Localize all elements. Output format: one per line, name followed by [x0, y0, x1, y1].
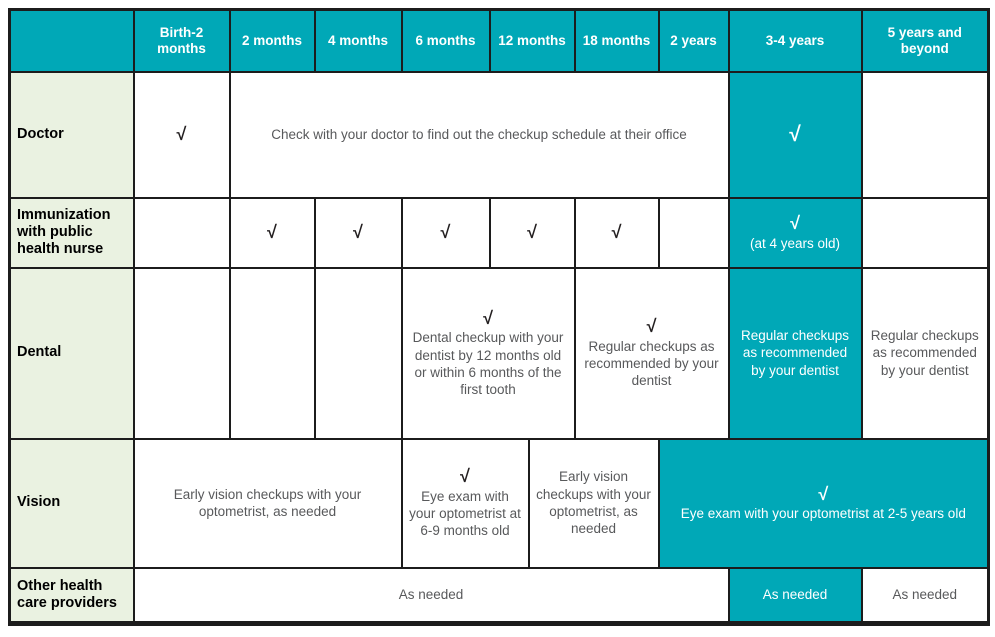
col-header-6-months: 6 months	[402, 10, 490, 72]
check-icon: √	[267, 221, 277, 242]
check-icon: √	[483, 307, 493, 328]
doctor-3-4-years-cell	[729, 72, 862, 198]
vision-row	[10, 439, 989, 568]
immunization-18-months-cell	[575, 198, 659, 268]
dental-3-4-years-cell: Regular checkups as recommended by your dentist	[729, 268, 862, 439]
check-icon: √	[527, 221, 537, 242]
doctor-row	[10, 72, 989, 198]
other-providers-row	[10, 568, 989, 624]
header-row	[10, 10, 989, 72]
corner-cell	[10, 10, 134, 72]
immunization-12-months-cell	[490, 198, 575, 268]
col-header-12-months: 12 months	[490, 10, 575, 72]
check-icon: √	[790, 213, 800, 234]
immunization-row	[10, 198, 989, 268]
col-header-2-months: 2 months	[230, 10, 315, 72]
dental-row	[10, 268, 989, 439]
check-icon: √	[818, 483, 829, 504]
doctor-birth2-check-cell	[134, 72, 230, 198]
vision-2-5-years-exam-cell: √ Eye exam with your optometrist at 2-5 years old	[659, 439, 989, 568]
dental-2-months-cell	[230, 268, 315, 439]
row-label-immunization: Immunization with public health nurse	[10, 198, 134, 268]
immunization-3-4-years-cell: √ (at 4 years old)	[729, 198, 862, 268]
check-icon: √	[353, 221, 363, 242]
check-icon: √	[460, 466, 470, 487]
checkup-schedule-table	[8, 8, 990, 626]
immunization-2-years-cell	[659, 198, 729, 268]
vision-early-checkups-cell-2: Early vision checkups with your optometrist, as needed	[529, 439, 659, 568]
vision-6-9-months-exam-cell: √ Eye exam with your optometrist at 6-9 months old	[402, 439, 529, 568]
immunization-6-months-cell	[402, 198, 490, 268]
dental-6-12-months-cell: √ Dental checkup with your dentist by 12 months old or within 6 months of the first tooth	[402, 268, 575, 439]
col-header-5-years-beyond: 5 years and beyond	[862, 10, 989, 72]
dental-4-months-cell	[315, 268, 402, 439]
vision-early-checkups-cell: Early vision checkups with your optometrist, as needed	[134, 439, 402, 568]
other-providers-3-4-years-cell: As needed	[729, 568, 862, 624]
dental-5-years-cell: Regular checkups as recommended by your dentist	[862, 268, 989, 439]
row-label-doctor: Doctor	[10, 72, 134, 198]
immunization-4-months-cell	[315, 198, 402, 268]
immunization-birth2-cell	[134, 198, 230, 268]
doctor-note-cell: Check with your doctor to find out the checkup schedule at their office	[230, 72, 729, 198]
immunization-5-years-cell	[862, 198, 989, 268]
check-icon: √	[440, 221, 451, 242]
doctor-5-years-cell	[862, 72, 989, 198]
check-icon: √	[611, 221, 622, 242]
dental-18-months-2-years-cell: √ Regular checkups as recommended by your dentist	[575, 268, 729, 439]
col-header-18-months: 18 months	[575, 10, 659, 72]
dental-birth2-cell	[134, 268, 230, 439]
check-icon: √	[176, 123, 187, 144]
row-label-other-providers: Other health care providers	[10, 568, 134, 624]
check-icon: √	[789, 122, 801, 146]
row-label-vision: Vision	[10, 439, 134, 568]
col-header-2-years: 2 years	[659, 10, 729, 72]
check-icon: √	[646, 316, 657, 337]
immunization-2-months-cell	[230, 198, 315, 268]
row-label-dental: Dental	[10, 268, 134, 439]
col-header-birth-2-months: Birth-2 months	[134, 10, 230, 72]
other-providers-all-ages-cell: As needed	[134, 568, 729, 624]
other-providers-5-years-cell: As needed	[862, 568, 989, 624]
col-header-4-months: 4 months	[315, 10, 402, 72]
col-header-3-4-years: 3-4 years	[729, 10, 862, 72]
